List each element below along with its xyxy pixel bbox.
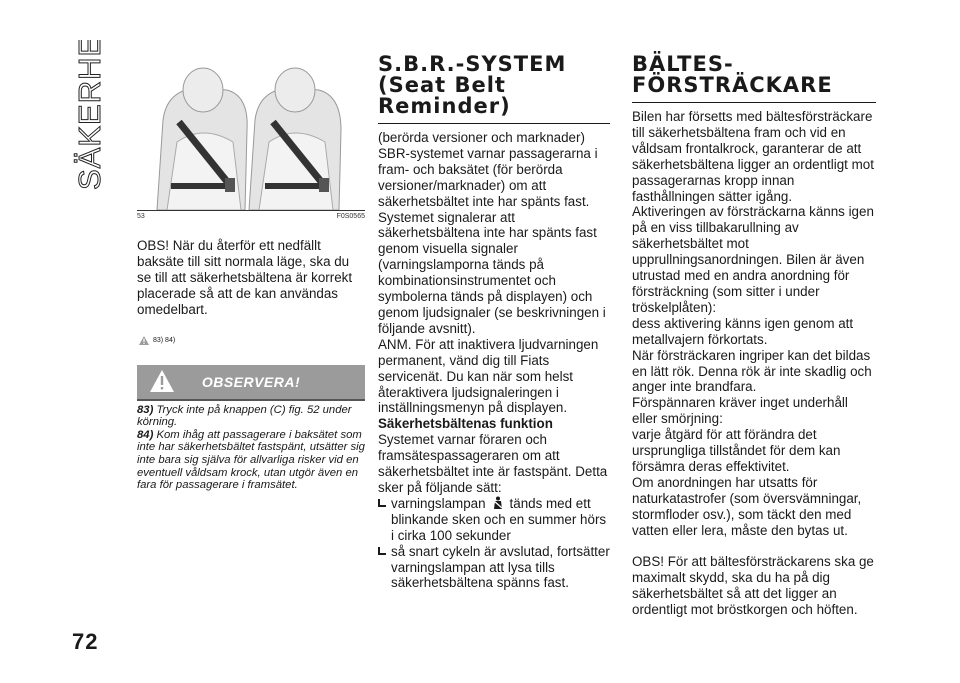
bullet-text: så snart cykeln är avslutad, fortsätter varningslampan att lysa tills säkerhetsbältena spänns fast. xyxy=(391,543,610,591)
paragraph: Aktiveringen av försträckarna känns igen på en viss tillbakarullning av säkerhetsbältet mot upprullningsanordningen. Bilen är även utrustad med en andra anordning för försträckning (som sitter i under tröskelplåten): xyxy=(632,204,874,315)
bullet-item xyxy=(378,496,610,544)
page-number: 72 xyxy=(72,629,99,654)
warning-triangle-icon xyxy=(149,369,175,393)
paragraph: Bilen har försetts med bältesförsträckare till säkerhetsbältena fram och vid en våldsam frontalkrock, garanterar de att säkerhetsbältena ligger an ordentligt mot passagerarnas kropp innan fasthållningen sätter igång. xyxy=(632,109,874,204)
pretensioner-heading xyxy=(632,54,876,103)
rear-seat-note: OBS! När du återför ett nedfällt baksäte till sitt normala läge, ska du se till att säkerhetsbältena är korrekt placerade så att de kan användas omedelbart. xyxy=(137,238,353,317)
warning-item xyxy=(137,404,365,429)
figure-code: F0S0565 xyxy=(336,213,365,220)
paragraph: När försträckaren ingriper kan det bildas en lätt rök. Denna rök är inte skadlig och anger inte brandfara. xyxy=(632,347,872,395)
warning-item-text: Kom ihåg att passagerare i baksätet som inte har säkerhetsbältet fastspänt, utsätter sig inte bara sig själva för allvarliga risker vid en eventuell våldsam krock, utan utgör även en fara för passagerare i framsätet. xyxy=(137,428,365,492)
column-right xyxy=(632,54,876,618)
heading-line: S.B.R.-SYSTEM xyxy=(378,52,567,76)
intro-text: (berörda versioner och marknader) xyxy=(378,130,585,145)
paragraph: dess aktivering känns igen genom att metallvajern förkortats. xyxy=(632,315,854,347)
heading-line: (Seat Belt xyxy=(378,73,506,97)
paragraph: SBR-systemet varnar passagerarna i fram- och baksätet (för berörda versioner/marknader) om att säkerhetsbältet inte har spänts fast. xyxy=(378,145,598,209)
warning-refs xyxy=(139,336,365,345)
column-left xyxy=(137,60,365,492)
paragraph: ANM. För att inaktivera ljudvarningen permanent, vänd dig till Fiats servicenät. Du kan när som helst återaktivera ljudsignaleringen i inställningsmenyn på displayen. xyxy=(378,336,599,416)
seats-illustration xyxy=(137,60,365,210)
warning-item-text: Tryck inte på knappen (C) fig. 52 under körning. xyxy=(137,403,352,429)
section-title xyxy=(56,40,118,190)
warning-item-number: 83) xyxy=(137,403,154,416)
warning-title: OBSERVERA! xyxy=(201,373,301,390)
paragraph: Systemet signalerar att säkerhetsbältena inte har spänts fast genom visuella signaler (varningslamporna tänds på kombinationsinstrumentet och symbolerna tänds på displayen) och genom ljudsignaler (se beskrivningen i följande avsnitt). xyxy=(378,209,606,336)
spacer xyxy=(632,538,876,554)
figure-caption xyxy=(137,213,365,220)
paragraph: Förspännaren kräver inget underhåll eller smörjning: xyxy=(632,395,848,427)
bullet-text-start: varningslampan xyxy=(391,495,486,511)
figure-number: 53 xyxy=(137,213,145,220)
heading-line: Reminder) xyxy=(378,94,511,118)
heading-line: BÄLTES- xyxy=(632,52,734,76)
paragraph: OBS! För att bältesförsträckarens ska ge maximalt skydd, ska du ha på dig säkerhetsbältet så att det ligger an ordentligt mot bröstkorgen och höften. xyxy=(632,554,874,618)
seatbelt-warning-icon xyxy=(492,496,504,510)
bullet-square-icon xyxy=(378,499,387,508)
paragraph: Om anordningen har utsatts för naturkatastrofer (som översvämningar, stormfloder osv.), som täckt den med vatten eller lera, måste den bytas ut. xyxy=(632,474,862,538)
warning-body xyxy=(137,399,365,492)
paragraph: Systemet varnar föraren och framsätespassageraren om att säkerhetsbältet inte är fastspänt. Detta sker på följande sätt: xyxy=(378,432,608,496)
bullet-square-icon xyxy=(378,547,387,556)
paragraph: varje åtgärd för att förändra det ursprungliga tillståndet för dem kan försämra deras effektivitet. xyxy=(632,427,841,474)
column-middle xyxy=(378,54,610,591)
sbr-heading xyxy=(378,54,610,124)
refs-text: 83) 84) xyxy=(153,336,176,344)
bullet-text-end: tänds med ett blinkande sken och en summer hörs i cirka 100 sekunder xyxy=(391,495,607,543)
warning-header xyxy=(137,365,365,399)
bullet-item xyxy=(378,544,610,592)
section-title-text: SÄKERHET xyxy=(72,40,107,190)
seatbelt-figure xyxy=(137,60,365,211)
bullet-text xyxy=(391,496,610,544)
subheading: Säkerhetsbältenas funktion xyxy=(378,416,553,432)
warning-item-number: 84) xyxy=(137,428,154,441)
warning-triangle-icon xyxy=(139,336,149,345)
warning-item xyxy=(137,429,365,492)
heading-line: FÖRSTRÄCKARE xyxy=(632,73,833,97)
